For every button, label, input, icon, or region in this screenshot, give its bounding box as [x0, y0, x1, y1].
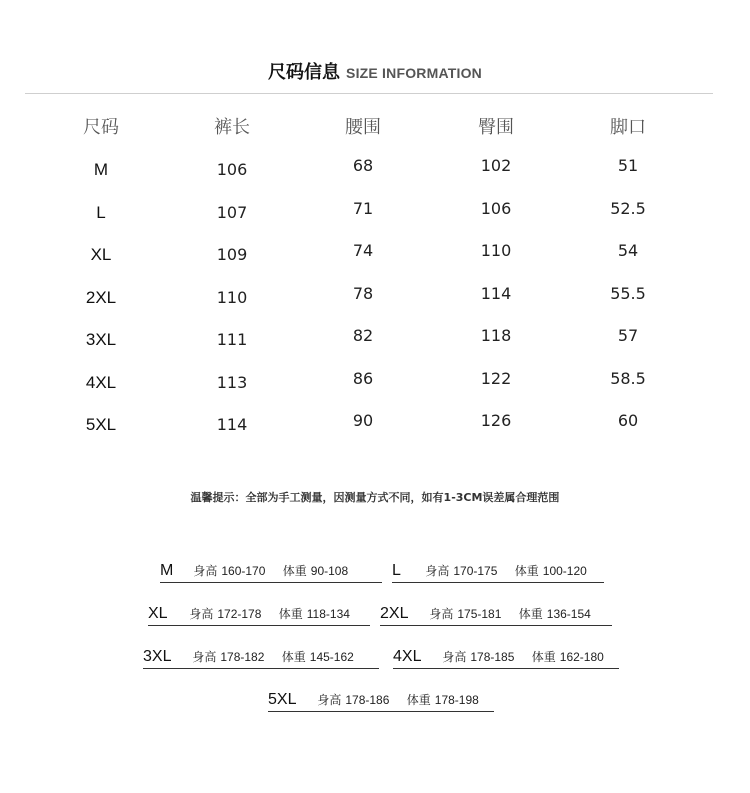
table-cell-hip: 106: [480, 199, 512, 218]
table-cell-waist: 78: [352, 284, 374, 303]
fit-height-label: 身高: [429, 607, 454, 621]
table-cell-length: 114: [216, 415, 248, 434]
fit-height-label: 身高: [442, 650, 467, 664]
fit-size: 2XL: [380, 605, 409, 622]
fit-height: 172-178: [217, 607, 262, 621]
table-cell-hip: 122: [480, 369, 512, 388]
table-cell-length: 111: [216, 330, 248, 349]
table-cell-size: 2XL: [85, 288, 117, 307]
fit-weight-label: 体重: [518, 607, 543, 621]
table-cell-size: 5XL: [85, 415, 117, 434]
fit-item-l: [392, 562, 604, 583]
measurement-note: 温馨提示：全部为手工测量，因测量方式不同，如有1-3CM误差属合理范围: [190, 491, 560, 504]
table-cell-size: 3XL: [85, 330, 117, 349]
table-cell-hem: 54: [617, 241, 639, 260]
fit-height-label: 身高: [425, 564, 450, 578]
table-cell-hem: 52.5: [610, 199, 646, 218]
table-cell-waist: 90: [352, 411, 374, 430]
fit-height-label: 身高: [317, 693, 342, 707]
fit-weight: 90-108: [310, 564, 349, 578]
header-size: 尺码: [83, 117, 119, 138]
title-main: 尺码信息: [268, 62, 341, 83]
table-cell-waist: 82: [352, 326, 374, 345]
table-cell-size: XL: [90, 245, 112, 264]
table-cell-size: 4XL: [85, 373, 117, 392]
table-cell-hem: 58.5: [610, 369, 646, 388]
fit-weight: 178-198: [434, 693, 479, 707]
fit-weight: 162-180: [559, 650, 604, 664]
header-hem: 脚口: [610, 117, 646, 138]
table-cell-length: 110: [216, 288, 248, 307]
table-cell-hip: 114: [480, 284, 512, 303]
fit-size: 5XL: [268, 691, 297, 708]
header-hip: 臀围: [478, 117, 514, 138]
fit-height-label: 身高: [193, 564, 218, 578]
table-cell-length: 107: [216, 203, 248, 222]
fit-weight-label: 体重: [531, 650, 556, 664]
fit-size: L: [392, 562, 401, 579]
fit-weight-label: 体重: [514, 564, 539, 578]
fit-item-3xl: [143, 648, 379, 669]
header-length: 裤长: [214, 117, 250, 138]
fit-weight-label: 体重: [406, 693, 431, 707]
fit-weight: 136-154: [546, 607, 591, 621]
fit-size: M: [160, 562, 174, 579]
fit-height: 178-182: [220, 650, 265, 664]
fit-size: 4XL: [393, 648, 422, 665]
fit-height: 178-186: [345, 693, 390, 707]
fit-size: XL: [148, 605, 168, 622]
table-cell-hem: 55.5: [610, 284, 646, 303]
fit-weight: 100-120: [542, 564, 587, 578]
fit-weight-label: 体重: [282, 564, 307, 578]
fit-item-5xl: [268, 691, 494, 712]
fit-height-label: 身高: [189, 607, 214, 621]
table-cell-size: L: [96, 203, 106, 222]
fit-weight: 145-162: [309, 650, 354, 664]
table-cell-waist: 71: [352, 199, 374, 218]
fit-height: 160-170: [221, 564, 266, 578]
fit-height: 170-175: [453, 564, 498, 578]
table-cell-hip: 110: [480, 241, 512, 260]
table-cell-length: 106: [216, 160, 248, 179]
fit-item-m: [160, 562, 382, 583]
fit-item-2xl: [380, 605, 612, 626]
fit-item-xl: [148, 605, 370, 626]
fit-item-4xl: [393, 648, 619, 669]
table-cell-length: 113: [216, 373, 248, 392]
fit-height: 175-181: [457, 607, 502, 621]
fit-weight-label: 体重: [281, 650, 306, 664]
table-cell-waist: 68: [352, 156, 374, 175]
fit-weight-label: 体重: [278, 607, 303, 621]
table-cell-waist: 74: [352, 241, 374, 260]
fit-height-label: 身高: [192, 650, 217, 664]
table-cell-length: 109: [216, 245, 248, 264]
fit-weight: 118-134: [306, 607, 350, 621]
fit-size: 3XL: [143, 648, 172, 665]
table-cell-hem: 60: [617, 411, 639, 430]
table-cell-hem: 57: [617, 326, 639, 345]
title-divider: [25, 93, 713, 94]
table-cell-size: M: [93, 160, 109, 179]
header-waist: 腰围: [345, 117, 381, 138]
table-cell-hip: 102: [480, 156, 512, 175]
fit-height: 178-185: [470, 650, 515, 664]
table-cell-waist: 86: [352, 369, 374, 388]
page-title: [0, 58, 750, 84]
title-sub: SIZE INFORMATION: [346, 65, 482, 81]
table-cell-hip: 118: [480, 326, 512, 345]
table-cell-hem: 51: [617, 156, 639, 175]
table-cell-hip: 126: [480, 411, 512, 430]
